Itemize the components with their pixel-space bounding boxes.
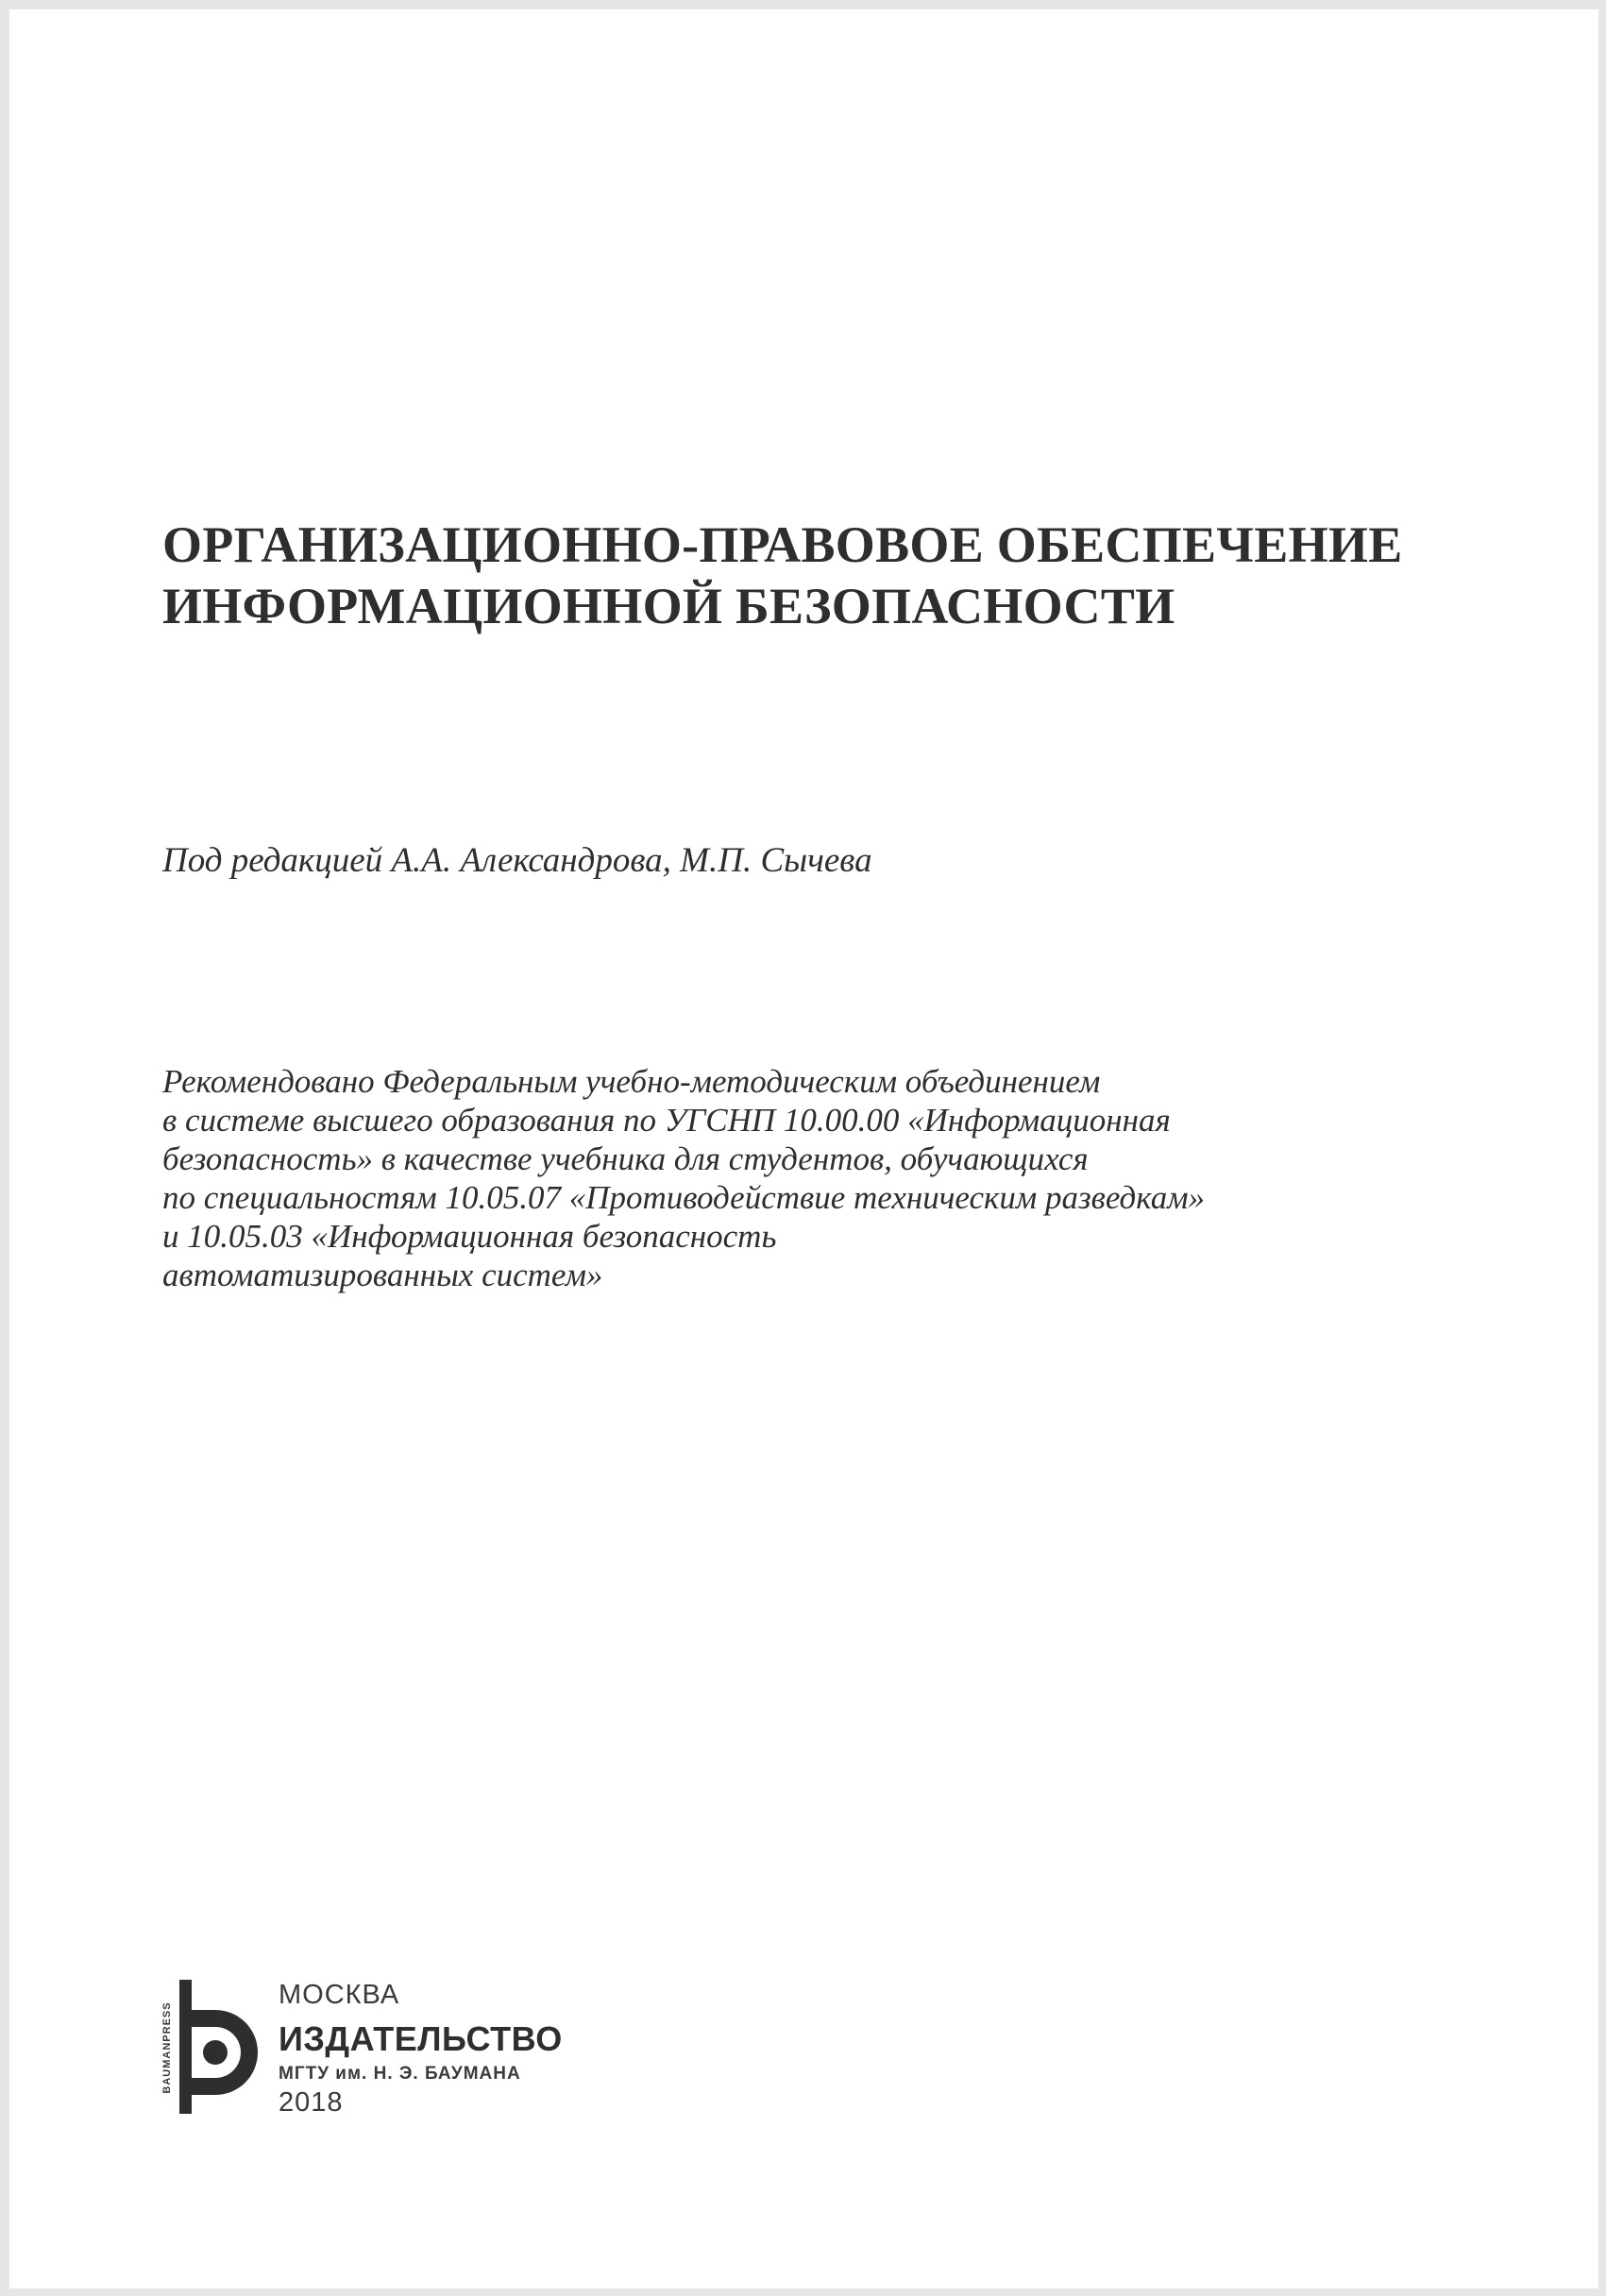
publisher-imprint bbox=[161, 1976, 595, 2127]
recommendation-line: в системе высшего образования по УГСНП 10.00.00 «Информационная bbox=[162, 1102, 1171, 1139]
svg-text:BAUMANPRESS: BAUMANPRESS bbox=[161, 2001, 173, 2094]
publisher-subtitle: МГТУ им. Н. Э. БАУМАНА bbox=[279, 2064, 521, 2084]
book-title-line-1: ОРГАНИЗАЦИОННО-ПРАВОВОЕ ОБЕСПЕЧЕНИЕ bbox=[162, 516, 1403, 573]
recommendation-line: автоматизированных систем» bbox=[162, 1257, 603, 1293]
book-title bbox=[162, 515, 1484, 637]
publisher-name: ИЗДАТЕЛЬСТВО bbox=[279, 2019, 563, 2058]
publisher-city: МОСКВА bbox=[279, 1980, 400, 2010]
recommendation-line: и 10.05.03 «Информационная безопасность bbox=[162, 1218, 777, 1255]
title-page bbox=[9, 9, 1598, 2288]
recommendation-line: безопасность» в качестве учебника для студентов, обучающихся bbox=[162, 1140, 1089, 1177]
recommendation-note bbox=[162, 1062, 1205, 1294]
recommendation-line: по специальностям 10.05.07 «Противодействие техническим разведкам» bbox=[162, 1179, 1206, 1216]
book-title-line-2: ИНФОРМАЦИОННОЙ БЕЗОПАСНОСТИ bbox=[162, 578, 1175, 634]
baumanpress-logo-icon bbox=[161, 1976, 264, 2118]
recommendation-line: Рекомендовано Федеральным учебно-методическим объединением bbox=[162, 1063, 1101, 1100]
editors: Под редакцией А.А. Александрова, М.П. Сычева bbox=[162, 841, 872, 880]
publication-year: 2018 bbox=[279, 2087, 344, 2118]
